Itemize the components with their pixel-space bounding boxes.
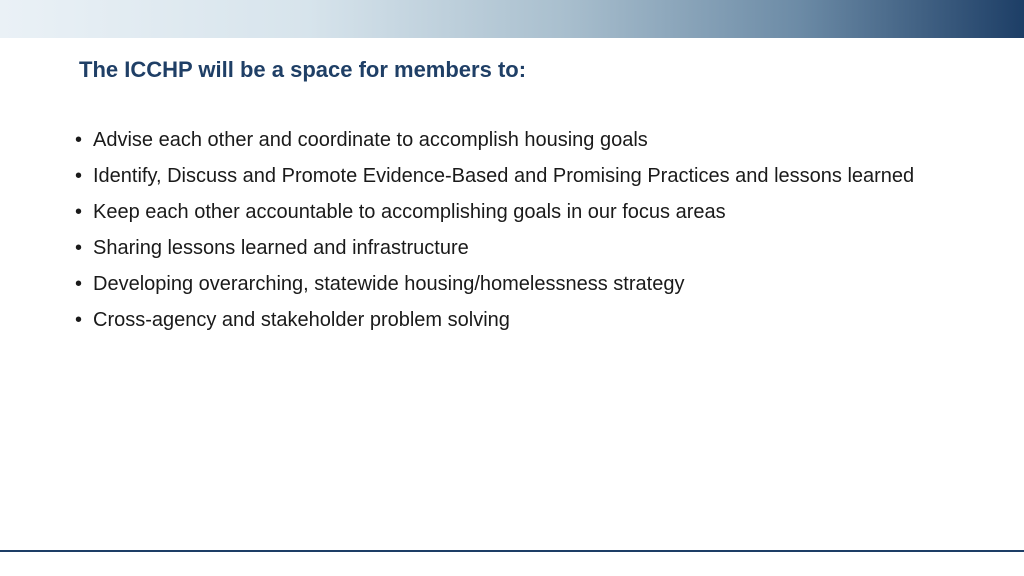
bullet-text: Sharing lessons learned and infrastructure (93, 237, 469, 259)
bullet-item (75, 163, 945, 190)
bullet-text: Advise each other and coordinate to accomplish housing goals (93, 129, 648, 151)
footer-divider (0, 550, 1024, 552)
bullet-marker: • (75, 237, 83, 259)
bullet-marker: • (75, 165, 83, 187)
bullet-item (75, 235, 945, 262)
bullet-text: Identify, Discuss and Promote Evidence-Based and Promising Practices and lessons learned (93, 165, 915, 187)
bullet-text: Developing overarching, statewide housing/homelessness strategy (93, 273, 685, 295)
bullet-item (75, 307, 945, 334)
bullet-list (75, 127, 945, 343)
bullet-text: Keep each other accountable to accomplishing goals in our focus areas (93, 201, 726, 223)
slide-title: The ICCHP will be a space for members to: (79, 57, 527, 82)
bullet-item (75, 199, 945, 226)
bullet-text: Cross-agency and stakeholder problem solving (93, 309, 510, 331)
bullet-marker: • (75, 273, 83, 295)
bullet-marker: • (75, 129, 83, 151)
bullet-marker: • (75, 201, 83, 223)
bullet-marker: • (75, 309, 83, 331)
bullet-item (75, 127, 945, 154)
header-gradient-band (0, 0, 1024, 38)
bullet-item (75, 271, 945, 298)
